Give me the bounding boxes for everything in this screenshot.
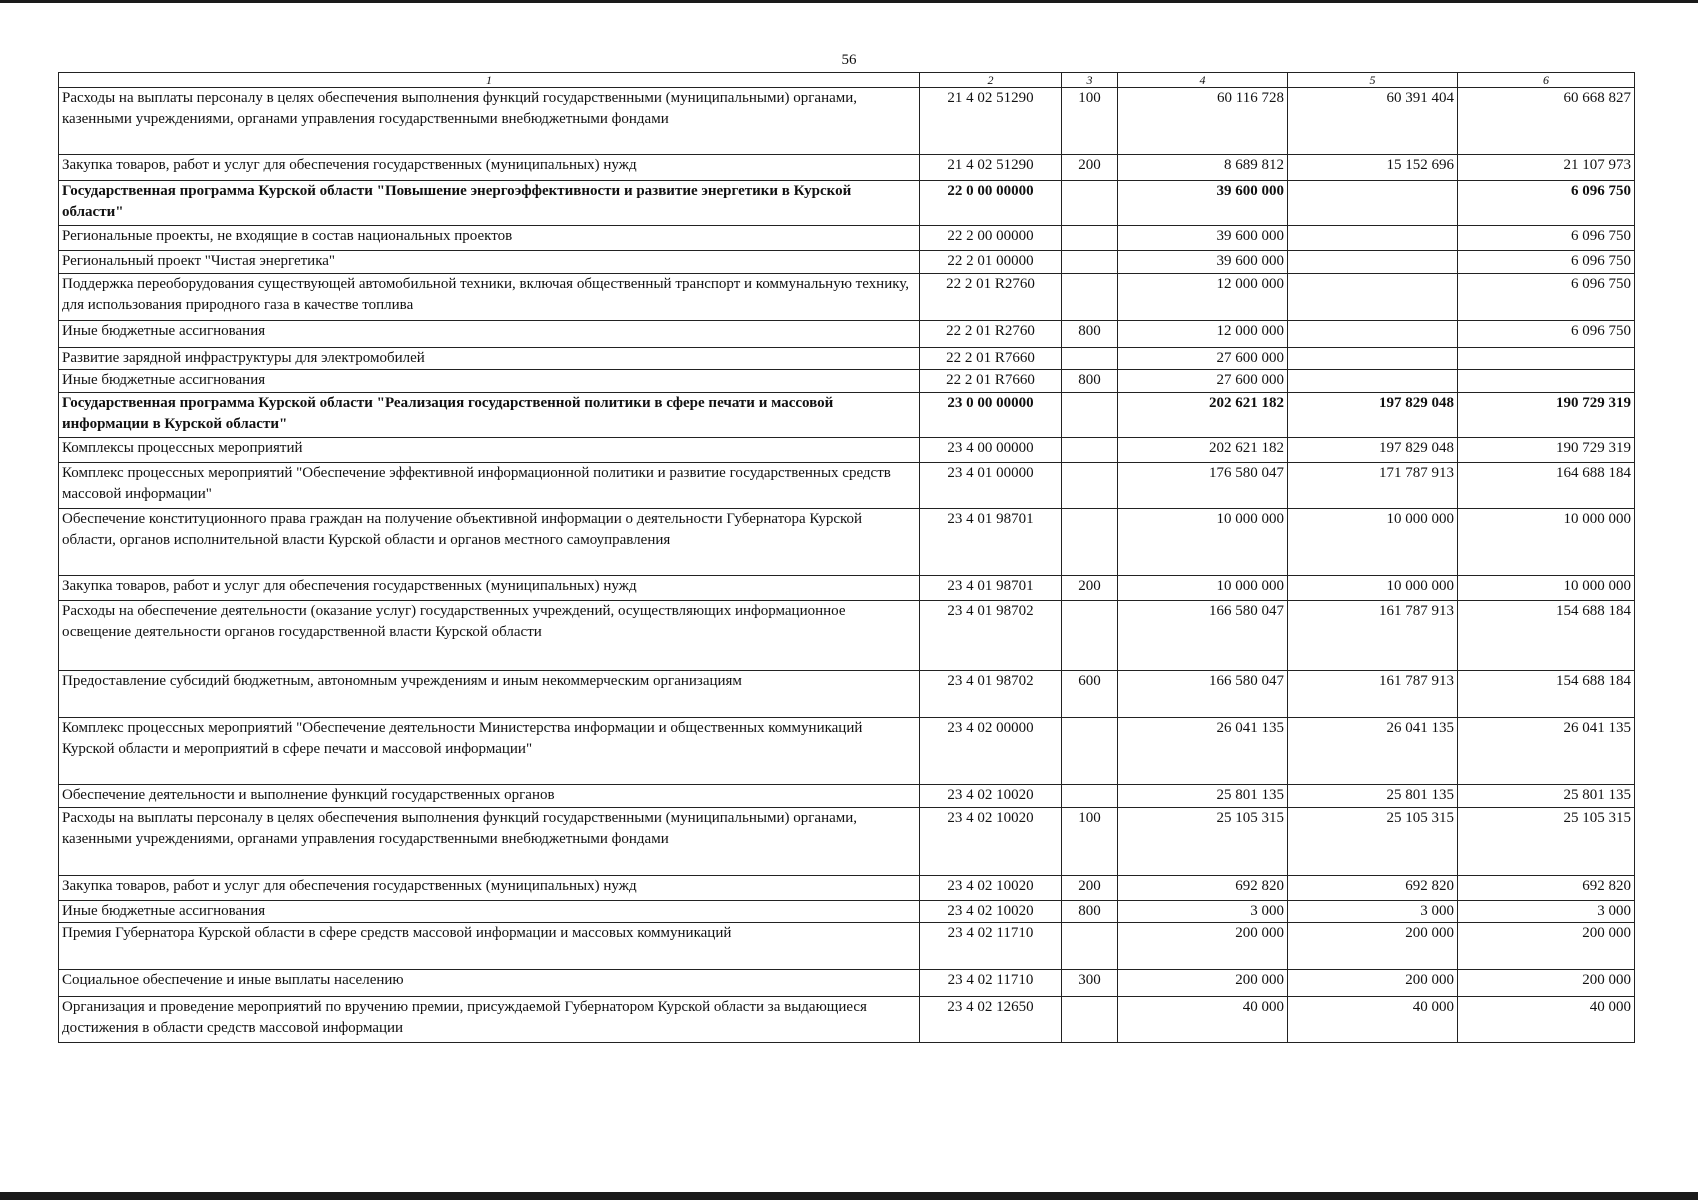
row-sum-col5: 197 829 048 [1288, 438, 1458, 463]
table-row [59, 274, 1635, 321]
row-name: Государственная программа Курской области "Реализация государственной политики в сфере печати и массовой информации в Курской области" [59, 393, 920, 438]
row-sum-col4: 692 820 [1118, 876, 1288, 901]
row-sum-col6: 6 096 750 [1458, 181, 1635, 226]
row-name: Иные бюджетные ассигнования [59, 370, 920, 393]
table-body [59, 88, 1635, 1043]
row-code: 23 4 02 10020 [920, 876, 1062, 901]
table-row [59, 970, 1635, 997]
row-sum-col4: 25 105 315 [1118, 808, 1288, 876]
table-row [59, 370, 1635, 393]
row-sum-col6: 10 000 000 [1458, 576, 1635, 601]
row-expense-type [1062, 226, 1118, 251]
row-sum-col6: 200 000 [1458, 970, 1635, 997]
row-name: Социальное обеспечение и иные выплаты населению [59, 970, 920, 997]
row-sum-col4: 3 000 [1118, 901, 1288, 923]
table-row [59, 155, 1635, 181]
row-name: Региональный проект "Чистая энергетика" [59, 251, 920, 274]
row-code: 23 4 01 98701 [920, 576, 1062, 601]
table-row [59, 438, 1635, 463]
scan-edge-top [0, 0, 1698, 3]
row-sum-col5 [1288, 321, 1458, 348]
table-row [59, 463, 1635, 509]
row-expense-type [1062, 274, 1118, 321]
row-name: Расходы на обеспечение деятельности (оказание услуг) государственных учреждений, осуществляющих информационное освещение деятельности органов государственной власти Курской области [59, 601, 920, 671]
row-sum-col4: 26 041 135 [1118, 718, 1288, 785]
row-code: 22 2 01 00000 [920, 251, 1062, 274]
table-row [59, 348, 1635, 370]
row-expense-type [1062, 348, 1118, 370]
row-code: 22 0 00 00000 [920, 181, 1062, 226]
row-sum-col6: 10 000 000 [1458, 509, 1635, 576]
row-sum-col5: 692 820 [1288, 876, 1458, 901]
row-name: Комплексы процессных мероприятий [59, 438, 920, 463]
row-sum-col6: 6 096 750 [1458, 226, 1635, 251]
row-sum-col4: 202 621 182 [1118, 438, 1288, 463]
row-name: Закупка товаров, работ и услуг для обеспечения государственных (муниципальных) нужд [59, 876, 920, 901]
table-row [59, 876, 1635, 901]
row-sum-col4: 10 000 000 [1118, 576, 1288, 601]
row-sum-col5: 161 787 913 [1288, 601, 1458, 671]
row-code: 23 4 02 11710 [920, 970, 1062, 997]
row-code: 23 4 01 98701 [920, 509, 1062, 576]
row-sum-col4: 27 600 000 [1118, 348, 1288, 370]
row-name: Региональные проекты, не входящие в состав национальных проектов [59, 226, 920, 251]
table-row [59, 181, 1635, 226]
row-code: 23 4 00 00000 [920, 438, 1062, 463]
row-expense-type: 100 [1062, 88, 1118, 155]
row-name: Иные бюджетные ассигнования [59, 901, 920, 923]
row-sum-col5: 161 787 913 [1288, 671, 1458, 718]
row-sum-col4: 200 000 [1118, 970, 1288, 997]
row-sum-col5: 25 801 135 [1288, 785, 1458, 808]
row-name: Расходы на выплаты персоналу в целях обеспечения выполнения функций государственными (муниципальными) органами, казенными учреждениями, органами управления государственными внебюджетными фондами [59, 88, 920, 155]
row-sum-col5 [1288, 226, 1458, 251]
header-col-1: 1 [59, 73, 920, 88]
row-code: 22 2 01 R2760 [920, 321, 1062, 348]
row-sum-col5 [1288, 370, 1458, 393]
row-code: 22 2 01 R7660 [920, 348, 1062, 370]
row-name: Иные бюджетные ассигнования [59, 321, 920, 348]
row-expense-type: 800 [1062, 321, 1118, 348]
row-sum-col6: 6 096 750 [1458, 251, 1635, 274]
row-code: 22 2 01 R2760 [920, 274, 1062, 321]
row-expense-type: 200 [1062, 576, 1118, 601]
row-code: 23 4 02 10020 [920, 901, 1062, 923]
row-sum-col6: 6 096 750 [1458, 274, 1635, 321]
row-sum-col5: 197 829 048 [1288, 393, 1458, 438]
row-sum-col4: 166 580 047 [1118, 601, 1288, 671]
row-expense-type [1062, 181, 1118, 226]
row-code: 23 4 02 11710 [920, 923, 1062, 970]
row-name: Комплекс процессных мероприятий "Обеспечение эффективной информационной политики и развитие государственных средств массовой информации" [59, 463, 920, 509]
header-col-6: 6 [1458, 73, 1635, 88]
header-col-5: 5 [1288, 73, 1458, 88]
row-name: Закупка товаров, работ и услуг для обеспечения государственных (муниципальных) нужд [59, 155, 920, 181]
budget-table [58, 72, 1635, 1043]
row-code: 23 4 01 98702 [920, 601, 1062, 671]
row-sum-col6: 40 000 [1458, 997, 1635, 1043]
row-expense-type: 100 [1062, 808, 1118, 876]
row-sum-col4: 176 580 047 [1118, 463, 1288, 509]
row-expense-type: 600 [1062, 671, 1118, 718]
row-sum-col4: 40 000 [1118, 997, 1288, 1043]
row-expense-type: 800 [1062, 370, 1118, 393]
row-sum-col6: 190 729 319 [1458, 438, 1635, 463]
row-sum-col6 [1458, 370, 1635, 393]
table-row [59, 509, 1635, 576]
row-code: 23 4 02 10020 [920, 785, 1062, 808]
row-expense-type [1062, 438, 1118, 463]
row-expense-type [1062, 509, 1118, 576]
row-sum-col6: 6 096 750 [1458, 321, 1635, 348]
row-expense-type [1062, 463, 1118, 509]
row-name: Комплекс процессных мероприятий "Обеспечение деятельности Министерства информации и общественных коммуникаций Курской области и мероприятий в сфере печати и массовой информации" [59, 718, 920, 785]
row-code: 23 4 02 12650 [920, 997, 1062, 1043]
row-sum-col6: 190 729 319 [1458, 393, 1635, 438]
scan-edge-bottom [0, 1192, 1698, 1200]
row-sum-col5 [1288, 348, 1458, 370]
row-code: 22 2 00 00000 [920, 226, 1062, 251]
row-name: Государственная программа Курской области "Повышение энергоэффективности и развитие энергетики в Курской области" [59, 181, 920, 226]
header-col-2: 2 [920, 73, 1062, 88]
row-name: Обеспечение конституционного права граждан на получение объективной информации о деятельности Губернатора Курской области, органов исполнительной власти Курской области и органов местного самоуправления [59, 509, 920, 576]
row-expense-type [1062, 785, 1118, 808]
table-row [59, 901, 1635, 923]
row-name: Обеспечение деятельности и выполнение функций государственных органов [59, 785, 920, 808]
row-sum-col6: 164 688 184 [1458, 463, 1635, 509]
table-row [59, 393, 1635, 438]
row-name: Поддержка переоборудования существующей автомобильной техники, включая общественный транспорт и коммунальную технику, для использования природного газа в качестве топлива [59, 274, 920, 321]
row-name: Развитие зарядной инфраструктуры для электромобилей [59, 348, 920, 370]
row-expense-type [1062, 718, 1118, 785]
header-row [59, 73, 1635, 88]
table-row [59, 808, 1635, 876]
row-expense-type: 300 [1062, 970, 1118, 997]
row-sum-col6: 25 801 135 [1458, 785, 1635, 808]
row-sum-col5: 200 000 [1288, 923, 1458, 970]
table-row [59, 576, 1635, 601]
row-sum-col5: 15 152 696 [1288, 155, 1458, 181]
row-sum-col5 [1288, 274, 1458, 321]
row-sum-col6: 25 105 315 [1458, 808, 1635, 876]
table-row [59, 671, 1635, 718]
row-sum-col6: 692 820 [1458, 876, 1635, 901]
row-expense-type [1062, 601, 1118, 671]
row-sum-col6 [1458, 348, 1635, 370]
row-sum-col4: 39 600 000 [1118, 181, 1288, 226]
row-code: 23 4 02 00000 [920, 718, 1062, 785]
row-sum-col5: 10 000 000 [1288, 509, 1458, 576]
row-sum-col4: 60 116 728 [1118, 88, 1288, 155]
row-code: 21 4 02 51290 [920, 88, 1062, 155]
row-sum-col6: 3 000 [1458, 901, 1635, 923]
row-expense-type [1062, 251, 1118, 274]
row-sum-col4: 200 000 [1118, 923, 1288, 970]
row-sum-col4: 8 689 812 [1118, 155, 1288, 181]
row-code: 23 4 02 10020 [920, 808, 1062, 876]
row-sum-col4: 202 621 182 [1118, 393, 1288, 438]
table-row [59, 226, 1635, 251]
row-sum-col4: 25 801 135 [1118, 785, 1288, 808]
row-sum-col5: 60 391 404 [1288, 88, 1458, 155]
row-code: 22 2 01 R7660 [920, 370, 1062, 393]
row-sum-col5: 171 787 913 [1288, 463, 1458, 509]
row-sum-col4: 39 600 000 [1118, 226, 1288, 251]
row-expense-type [1062, 393, 1118, 438]
row-code: 23 4 01 00000 [920, 463, 1062, 509]
row-sum-col5: 40 000 [1288, 997, 1458, 1043]
row-name: Расходы на выплаты персоналу в целях обеспечения выполнения функций государственными (муниципальными) органами, казенными учреждениями, органами управления государственными внебюджетными фондами [59, 808, 920, 876]
row-sum-col4: 12 000 000 [1118, 274, 1288, 321]
row-sum-col5: 200 000 [1288, 970, 1458, 997]
row-name: Предоставление субсидий бюджетным, автономным учреждениям и иным некоммерческим организациям [59, 671, 920, 718]
row-sum-col5: 25 105 315 [1288, 808, 1458, 876]
row-sum-col5: 26 041 135 [1288, 718, 1458, 785]
table-row [59, 251, 1635, 274]
row-sum-col5: 3 000 [1288, 901, 1458, 923]
row-name: Премия Губернатора Курской области в сфере средств массовой информации и массовых коммуникаций [59, 923, 920, 970]
header-col-3: 3 [1062, 73, 1118, 88]
row-sum-col6: 200 000 [1458, 923, 1635, 970]
table-row [59, 88, 1635, 155]
table-row [59, 923, 1635, 970]
row-sum-col4: 10 000 000 [1118, 509, 1288, 576]
row-sum-col5: 10 000 000 [1288, 576, 1458, 601]
table-row [59, 601, 1635, 671]
row-expense-type [1062, 997, 1118, 1043]
row-expense-type [1062, 923, 1118, 970]
row-expense-type: 200 [1062, 876, 1118, 901]
row-sum-col4: 166 580 047 [1118, 671, 1288, 718]
row-sum-col4: 27 600 000 [1118, 370, 1288, 393]
table-row [59, 718, 1635, 785]
row-sum-col6: 21 107 973 [1458, 155, 1635, 181]
row-sum-col6: 154 688 184 [1458, 601, 1635, 671]
row-sum-col6: 154 688 184 [1458, 671, 1635, 718]
row-sum-col4: 12 000 000 [1118, 321, 1288, 348]
row-name: Организация и проведение мероприятий по вручению премии, присуждаемой Губернатором Курской области за выдающиеся достижения в области средств массовой информации [59, 997, 920, 1043]
page-number: 56 [841, 52, 857, 68]
row-code: 23 0 00 00000 [920, 393, 1062, 438]
row-expense-type: 800 [1062, 901, 1118, 923]
row-name: Закупка товаров, работ и услуг для обеспечения государственных (муниципальных) нужд [59, 576, 920, 601]
row-code: 21 4 02 51290 [920, 155, 1062, 181]
row-code: 23 4 01 98702 [920, 671, 1062, 718]
row-sum-col5 [1288, 181, 1458, 226]
row-sum-col4: 39 600 000 [1118, 251, 1288, 274]
table-row [59, 321, 1635, 348]
row-sum-col6: 60 668 827 [1458, 88, 1635, 155]
row-sum-col5 [1288, 251, 1458, 274]
table-row [59, 785, 1635, 808]
table-row [59, 997, 1635, 1043]
row-expense-type: 200 [1062, 155, 1118, 181]
row-sum-col6: 26 041 135 [1458, 718, 1635, 785]
header-col-4: 4 [1118, 73, 1288, 88]
